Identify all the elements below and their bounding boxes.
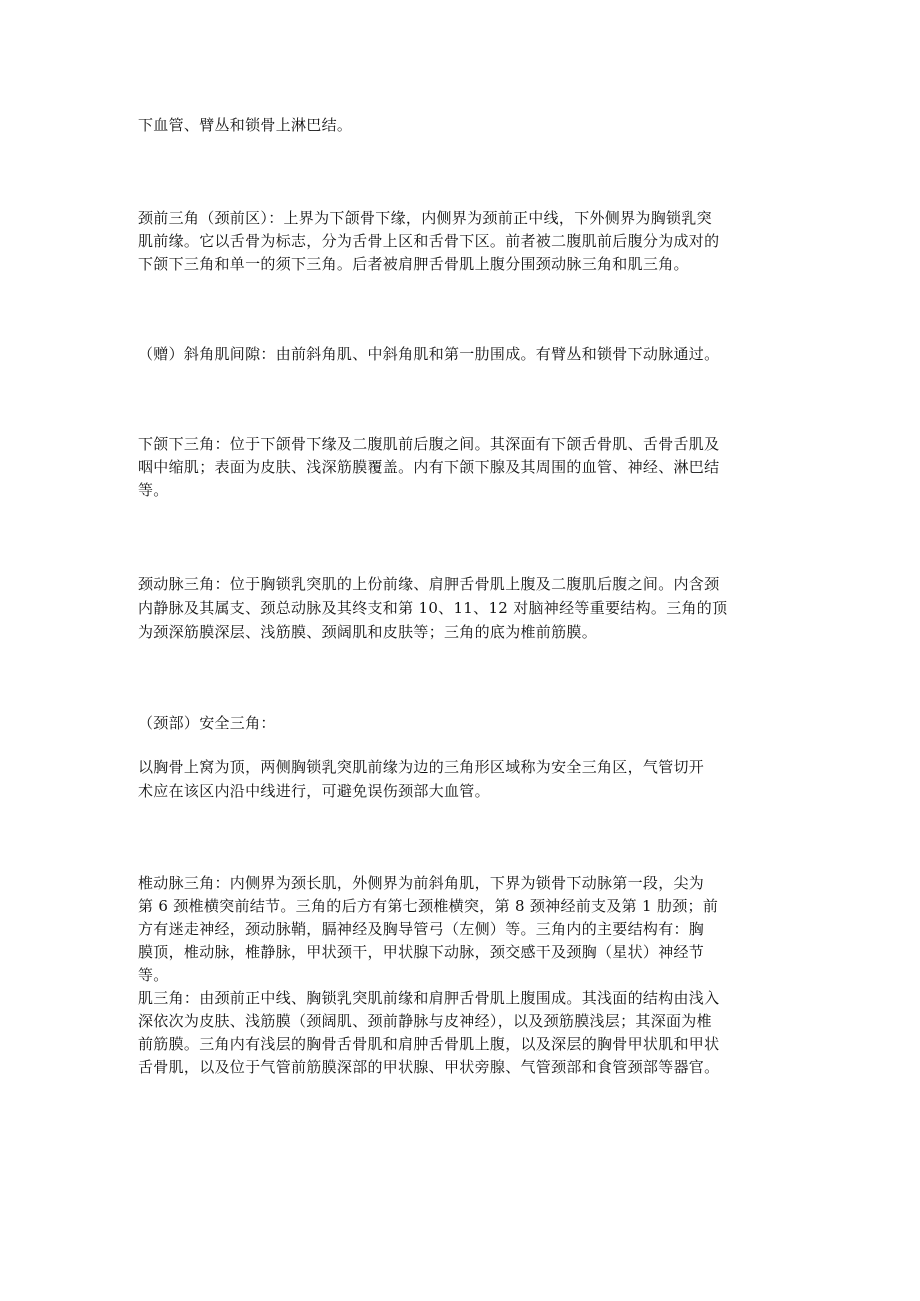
text-line: 颈前三角（颈前区）：上界为下颌骨下缘，内侧界为颈前正中线，下外侧界为胸锁乳突 [138,209,712,227]
text-line: 方有迷走神经，颈动脉鞘，膈神经及胸导管弓（左侧）等。三角内的主要结构有：胸 [138,920,705,938]
text-line: （赠）斜角肌间隙：由前斜角肌、中斜角肌和第一肋围成。有臂丛和锁骨下动脉通过。 [138,345,720,363]
text-line: 以胸骨上窝为顶，两侧胸锁乳突肌前缘为边的三角形区域称为安全三角区，气管切开 [138,758,705,776]
text-line: 等。 [138,966,169,984]
text-line: 膜顶，椎动脉，椎静脉，甲状颈干，甲状腺下动脉，颈交感干及颈胸（星状）神经节 [138,943,705,961]
text-line: 下颌下三角：位于下颌骨下缘及二腹肌前后腹之间。其深面有下颌舌骨肌、舌骨舌肌及 [138,435,720,453]
text-line: 舌骨肌，以及位于气管前筋膜深部的甲状腺、甲状旁腺、气管颈部和食管颈部等器官。 [138,1058,720,1076]
text-line: 术应在该区内沿中线进行，可避免误伤颈部大血管。 [138,782,490,800]
text-line: 椎动脉三角：内侧界为颈长肌，外侧界为前斜角肌，下界为锁骨下动脉第一段，尖为 [138,874,705,892]
text-line: 等。 [138,481,169,499]
text-line: 深依次为皮肤、浅筋膜（颈阔肌、颈前静脉与皮神经），以及颈筋膜浅层；其深面为椎 [138,1012,712,1030]
text-line: （颈部）安全三角： [138,714,276,732]
text-line: 肌三角：由颈前正中线、胸锁乳突肌前缘和肩胛舌骨肌上腹围成。其浅面的结构由浅入 [138,989,720,1007]
text-line: 下血管、臂丛和锁骨上淋巴结。 [138,116,353,134]
text-line: 咽中缩肌；表面为皮肤、浅深筋膜覆盖。内有下颌下腺及其周围的血管、神经、淋巴结 [138,458,720,476]
text-line: 颈动脉三角：位于胸锁乳突肌的上份前缘、肩胛舌骨肌上腹及二腹肌后腹之间。内含颈 [138,575,720,593]
text-line: 第 6 颈椎横突前结节。三角的后方有第七颈椎横突，第 8 颈神经前支及第 1 肋颈；前 [138,897,719,915]
text-line: 为颈深筋膜深层、浅筋膜、颈阔肌和皮肤等；三角的底为椎前筋膜。 [138,623,598,641]
text-line: 下颌下三角和单一的须下三角。后者被肩胛舌骨肌上腹分围颈动脉三角和肌三角。 [138,255,689,273]
text-line: 前筋膜。三角内有浅层的胸骨舌骨肌和肩肿舌骨肌上腹，以及深层的胸骨甲状肌和甲状 [138,1035,720,1053]
text-line: 肌前缘。它以舌骨为标志，分为舌骨上区和舌骨下区。前者被二腹肌前后腹分为成对的 [138,232,720,250]
text-line: 内静脉及其属支、颈总动脉及其终支和第 10、11、12 对脑神经等重要结构。三角的顶 [138,599,728,617]
